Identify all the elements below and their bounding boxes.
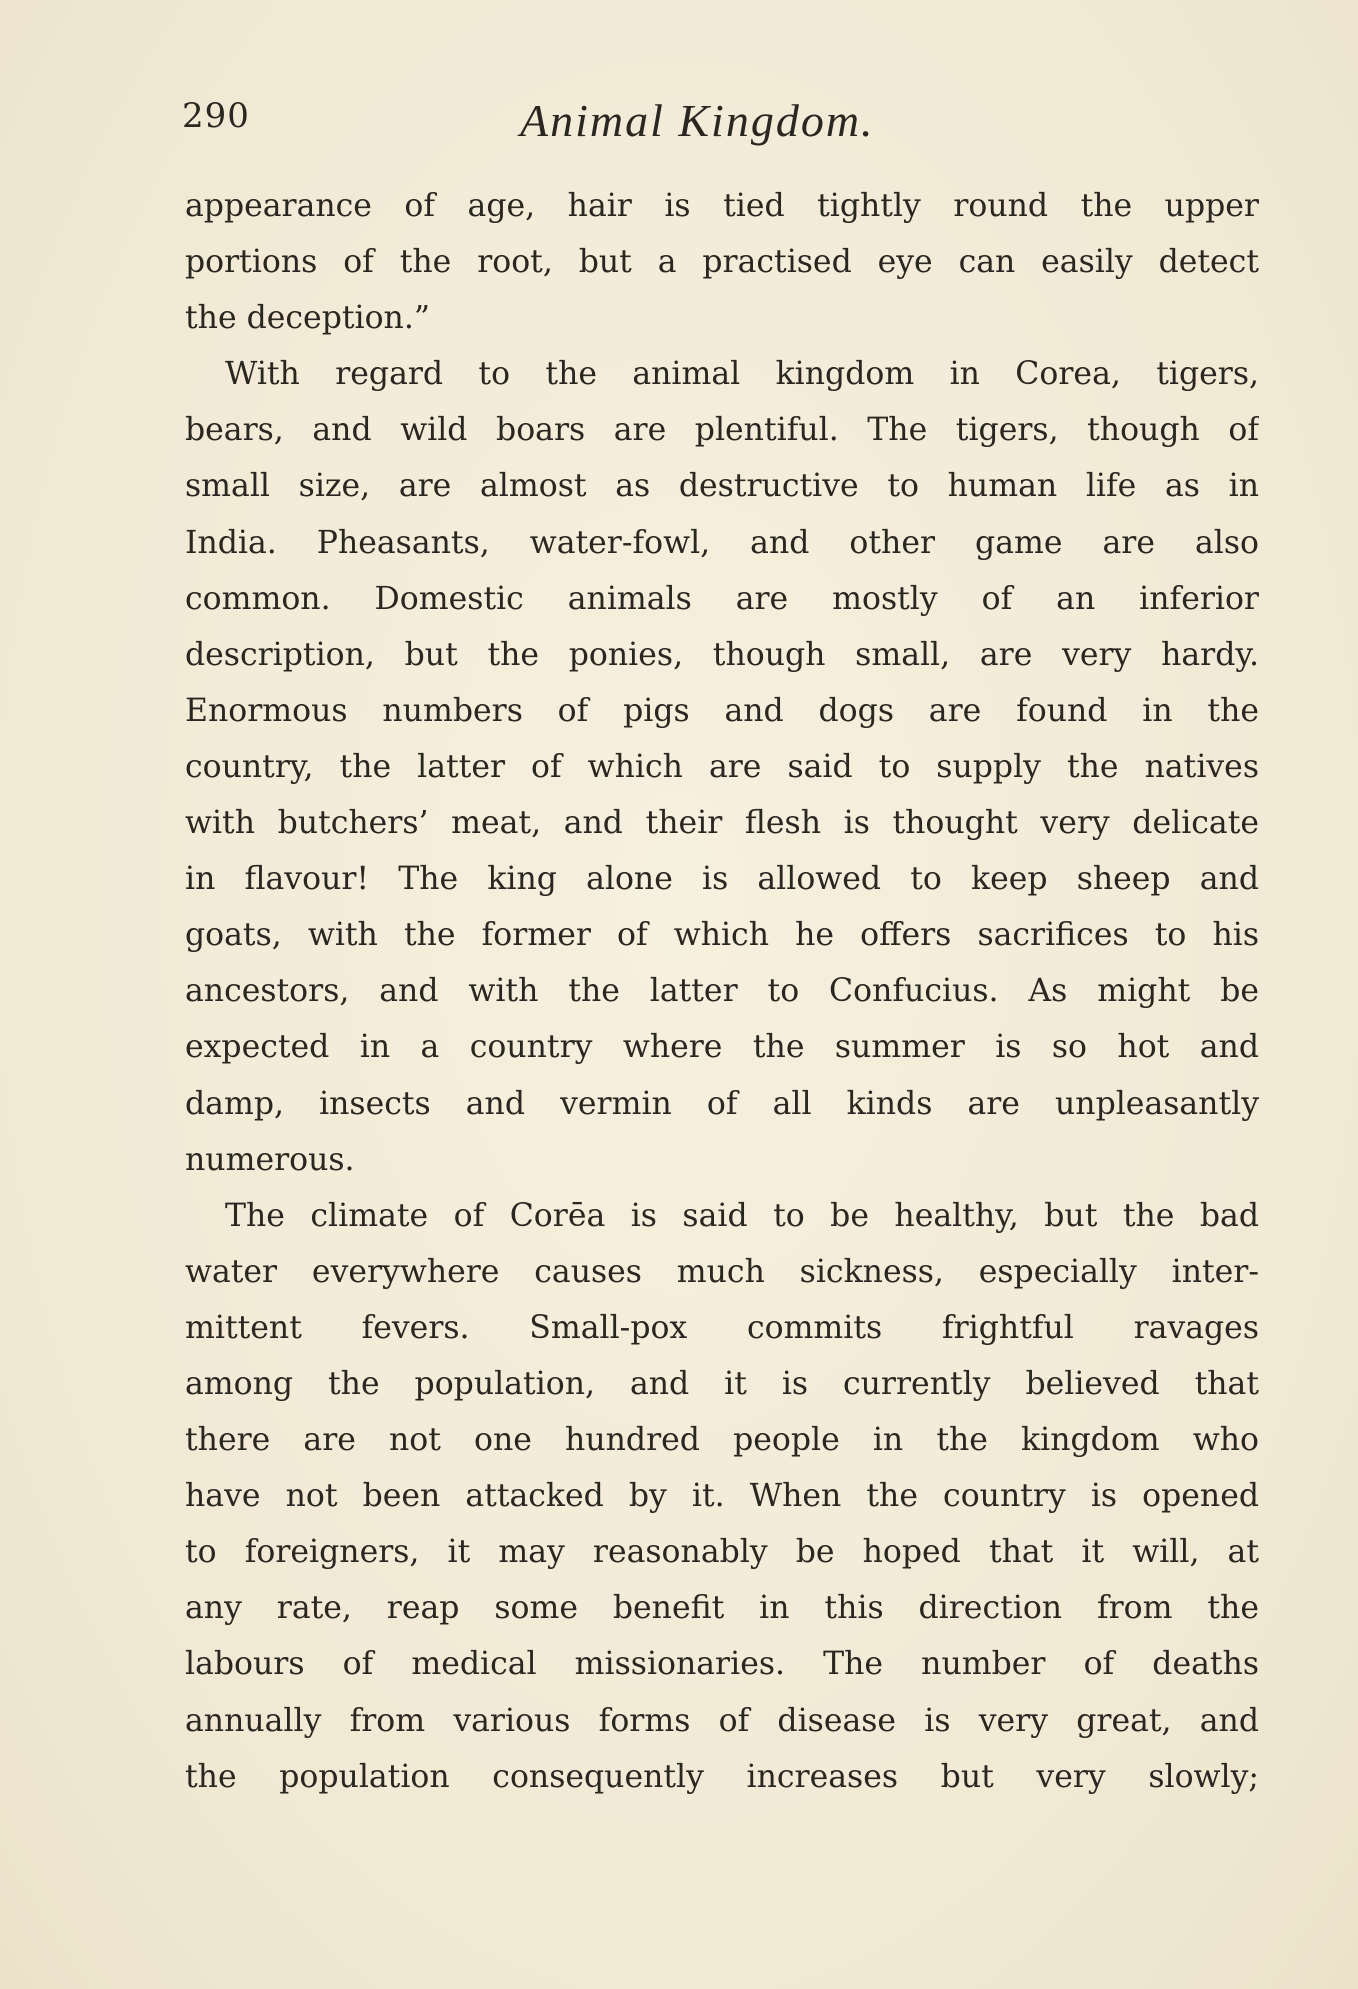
text-line: any rate, reap some benefit in this direction from the (185, 1590, 1259, 1627)
text-line: there are not one hundred people in the kingdom who (185, 1422, 1259, 1459)
running-title: Animal Kingdom. (520, 95, 875, 146)
text-line: portions of the root, but a practised eye can easily detect (185, 244, 1259, 281)
text-line: country, the latter of which are said to supply the natives (185, 748, 1259, 785)
text-line: Enormous numbers of pigs and dogs are found in the (185, 692, 1259, 729)
page-number: 290 (182, 96, 250, 136)
text-line: common. Domestic animals are mostly of an inferior (185, 580, 1259, 617)
text-line: appearance of age, hair is tied tightly round the upper (185, 188, 1259, 224)
paragraph (185, 1188, 1259, 1805)
text-line: with butchers’ meat, and their flesh is thought very delicate (185, 805, 1259, 842)
text-line: damp, insects and vermin of all kinds are unpleasantly (185, 1085, 1259, 1122)
text-line: India. Pheasants, water-fowl, and other game are also (185, 524, 1259, 561)
text-line: description, but the ponies, though small, are very hardy. (185, 636, 1259, 673)
text-line: goats, with the former of which he offers sacrifices to his (185, 917, 1259, 954)
body-text (185, 178, 1259, 1805)
text-line: to foreigners, it may reasonably be hoped that it will, at (185, 1534, 1259, 1571)
paragraph (185, 178, 1259, 346)
text-line: mittent fevers. Small-pox commits frightful ravages (185, 1309, 1259, 1346)
text-line: the deception.” (185, 300, 430, 337)
text-line: labours of medical missionaries. The number of deaths (185, 1646, 1259, 1683)
text-line: the population consequently increases but very slowly; (185, 1758, 1259, 1795)
text-line: in flavour! The king alone is allowed to keep sheep and (185, 861, 1259, 898)
page-header (182, 96, 1260, 156)
text-line: among the population, and it is currently believed that (185, 1365, 1259, 1402)
text-line: bears, and wild boars are plentiful. The tigers, though of (185, 412, 1259, 449)
text-line: The climate of Corēa is said to be healthy, but the bad (225, 1197, 1259, 1234)
text-line: water everywhere causes much sickness, especially inter- (185, 1253, 1259, 1290)
text-line: small size, are almost as destructive to human life as in (185, 468, 1259, 505)
text-line: have not been attacked by it. When the country is opened (185, 1478, 1259, 1515)
text-line: expected in a country where the summer is so hot and (185, 1029, 1259, 1066)
paragraph (185, 346, 1259, 1187)
text-line: numerous. (185, 1141, 355, 1178)
text-line: annually from various forms of disease is very great, and (185, 1702, 1259, 1739)
text-line: ancestors, and with the latter to Confucius. As might be (185, 973, 1259, 1010)
text-line: With regard to the animal kingdom in Corea, tigers, (225, 356, 1259, 393)
